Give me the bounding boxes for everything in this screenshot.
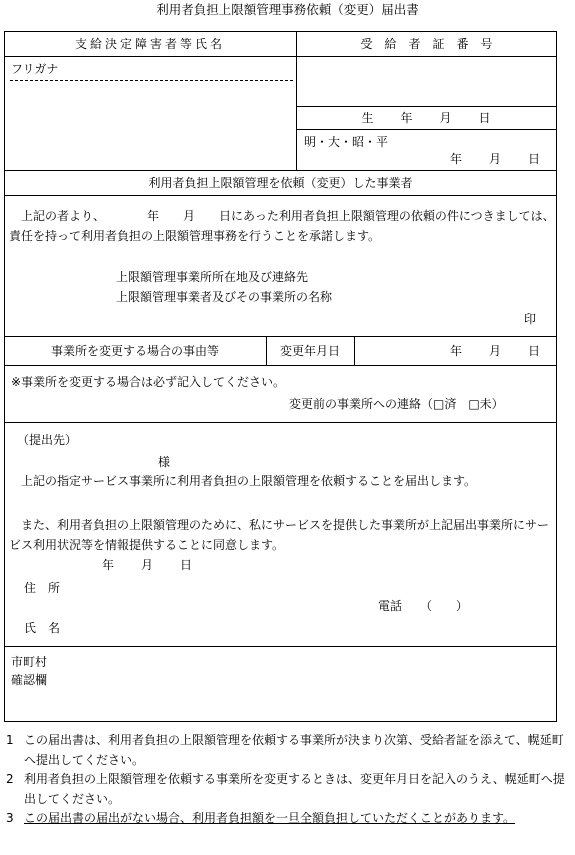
row-divider [4,195,557,196]
submission-destination-label: （提出先） [17,433,78,447]
note-item [6,809,572,829]
phone-label: 電話 （ ） [378,599,469,613]
row-divider [4,336,557,337]
birth-date-ymd: 年 月 日 [450,152,542,166]
applicant-name-label: 氏 名 [24,621,61,635]
birth-date-label: 生 年 月 日 [361,111,492,125]
note-text: この届出書の届出がない場合、利用者負担額を一旦全額負担していただくことがあります。 [24,811,516,825]
row-divider [4,365,557,366]
row-divider [296,106,557,107]
column-divider [354,336,355,365]
row-divider [4,56,557,57]
row-divider [4,422,557,423]
provider-section-title: 利用者負担上限額管理を依頼（変更）した事業者 [148,176,413,190]
recipient-name-label: 支給決定障害者等氏名 [74,37,225,51]
previous-provider-contact: 変更前の事業所への連絡（□済 □未） [289,397,504,411]
row-divider [296,129,557,130]
change-reason-label: 事業所を変更する場合の事由等 [50,344,219,358]
row-divider [4,170,557,171]
certificate-number-label: 受 給 者 証 番 号 [360,37,493,51]
address-label: 住 所 [24,581,61,595]
furigana-label: フリガナ [11,62,59,76]
note-text: 利用者負担の上限額管理を依頼する事業所を変更するときは、変更年月日を記入のうえ、幌延町へ提出してください。 [24,772,565,806]
seal-mark: 印 [524,312,537,326]
furigana-divider [10,80,293,81]
change-date-label: 変更年月日 [279,344,340,358]
municipality-label: 市町村 [11,655,48,669]
submission-statement: 上記の指定サービス事業所に利用者負担の上限額管理を依頼することを届出します。 [21,474,477,488]
note-item [6,731,572,770]
era-options: 明・大・昭・平 [304,135,389,149]
certificate-number-field[interactable] [300,60,553,102]
note-number: 1 [6,733,14,747]
consent-statement: また、利用者負担の上限額管理のために、私にサービスを提供した事業所が上記届出事業所にサービス利用状況等を情報提供することに同意します。 [9,518,550,552]
row-divider [4,646,557,647]
note-number: 2 [6,772,14,786]
change-date-ymd: 年 月 日 [450,344,542,358]
provider-address-label: 上限額管理事業所所在地及び連絡先 [116,270,309,284]
column-divider [296,31,297,170]
notes-list [6,731,572,829]
form-title: 利用者負担上限額管理事務依頼（変更）届出書 [156,2,419,17]
change-required-note: ※事業所を変更する場合は必ず記入してください。 [11,375,286,389]
honorific-sama: 様 [158,455,171,469]
note-text: この届出書は、利用者負担の上限額管理を依頼する事業所が決まり次第、受給者証を添えて、幌延町へ提出してください。 [24,733,564,767]
note-item [6,770,572,809]
provider-name-label: 上限額管理事業者及びその事業所の名称 [116,290,333,304]
submission-date: 年 月 日 [102,558,194,572]
confirmation-label: 確認欄 [11,673,48,687]
note-number: 3 [6,811,14,825]
recipient-name-field[interactable] [8,84,293,166]
provider-consent-text: 上記の者より、 年 月 日にあった利用者負担上限額管理の依頼の件につきましては、責任を持って利用者負担の上限額管理事務を行うことを承諾します。 [9,209,555,243]
